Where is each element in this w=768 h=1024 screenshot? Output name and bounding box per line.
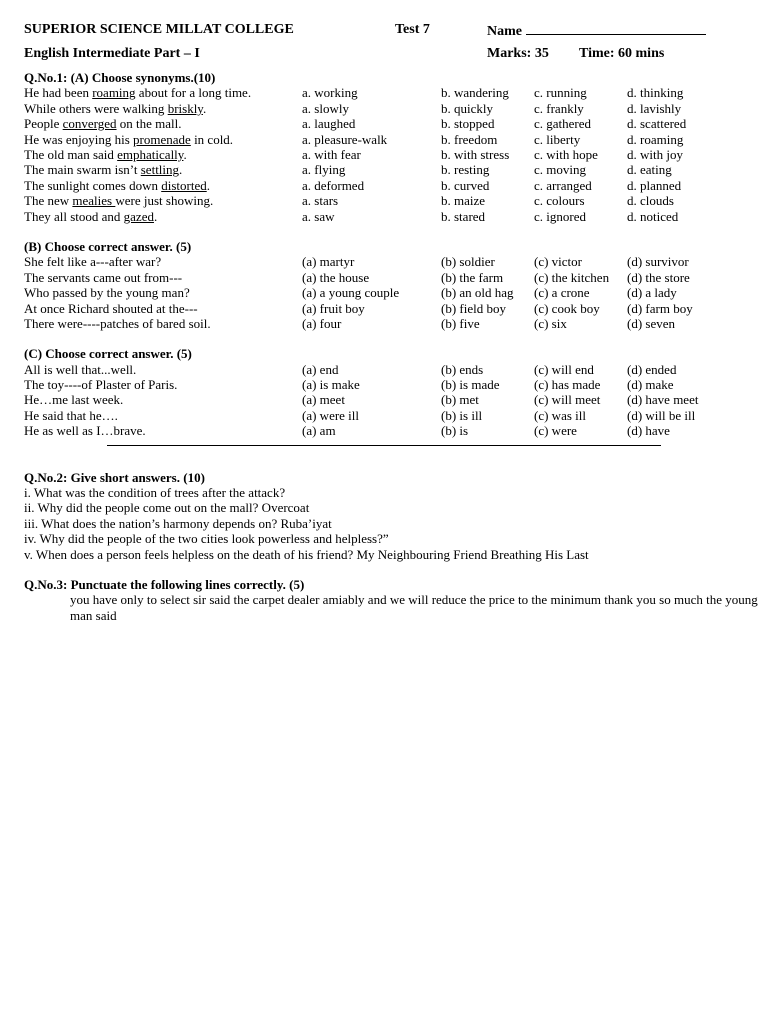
sentence-end: were just showing. — [115, 193, 214, 209]
option-a: a. stars — [302, 193, 339, 209]
q1c-item — [24, 362, 754, 377]
q1c-item — [24, 408, 754, 423]
q1-item — [24, 85, 754, 100]
option-d: (d) make — [627, 377, 674, 393]
question-text: All is well that...well. — [24, 361, 137, 377]
target-word: distorted — [161, 177, 207, 193]
option-a: a. with fear — [302, 146, 361, 162]
short-question: iv. Why did the people of the two cities look powerless and helpless?” — [24, 531, 389, 547]
question-sentence — [24, 209, 157, 224]
q1-title: Q.No.1: (A) Choose synonyms.(10) — [24, 70, 216, 85]
question-text: The toy----of Plaster of Paris. — [24, 377, 178, 393]
q1-item — [24, 178, 754, 193]
short-question: v. When does a person feels helpless on the death of his friend? My Neighbouring Friend Breathing His Last — [24, 546, 589, 562]
question-text: She felt like a---after war? — [24, 254, 162, 270]
question-text: He as well as I…brave. — [24, 423, 146, 439]
option-d: d. eating — [627, 162, 672, 178]
subject-title: English Intermediate Part – I — [24, 46, 200, 61]
option-c: (c) has made — [534, 377, 601, 393]
q1-item — [24, 132, 754, 147]
sentence-end: . — [179, 162, 183, 178]
option-c: c. colours — [534, 193, 585, 209]
target-word: converged — [62, 116, 117, 132]
sentence-start: People — [24, 116, 63, 132]
option-a: (a) fruit boy — [302, 300, 365, 316]
option-b: b. stared — [441, 208, 486, 224]
target-word: promenade — [133, 131, 191, 147]
option-a: (a) were ill — [302, 407, 360, 423]
question-sentence — [24, 147, 187, 162]
option-c: c. frankly — [534, 100, 584, 116]
option-b: b. wandering — [441, 85, 509, 101]
q1-item — [24, 116, 754, 131]
option-b: (b) is made — [441, 377, 500, 393]
option-a: a. pleasure-walk — [302, 131, 388, 147]
target-word: emphatically — [117, 146, 184, 162]
q1b-item — [24, 270, 754, 285]
option-b: b. with stress — [441, 146, 510, 162]
q2-question-list — [24, 485, 754, 562]
sentence-end: . — [202, 100, 207, 116]
spacer — [24, 331, 754, 346]
sentence-start: They all stood and — [24, 208, 124, 224]
short-question: ii. Why did the people come out on the mall? Overcoat — [24, 500, 310, 516]
option-c: c. gathered — [534, 116, 592, 132]
q1b-item — [24, 285, 754, 300]
option-c: (c) will end — [534, 361, 594, 377]
sentence-end: in cold. — [190, 131, 234, 147]
time-label: Time: 60 mins — [579, 46, 665, 61]
q1b-title: (B) Choose correct answer. (5) — [24, 238, 192, 254]
sentence-end: . — [153, 208, 158, 224]
option-c: (c) victor — [534, 254, 583, 270]
q2-title: Q.No.2: Give short answers. (10) — [24, 469, 205, 485]
option-c: c. arranged — [534, 177, 592, 193]
q1c-item — [24, 423, 754, 438]
question-sentence — [24, 132, 233, 147]
option-b: b. curved — [441, 177, 490, 193]
q3-passage: you have only to select sir said the carpet dealer amiably and we will reduce the price to the minimum thank you so much the young man said — [70, 592, 758, 623]
option-c: c. moving — [534, 162, 586, 178]
option-a: a. laughed — [302, 116, 356, 132]
option-b: b. freedom — [441, 131, 498, 147]
option-c: c. ignored — [534, 208, 586, 224]
option-d: d. thinking — [627, 85, 684, 101]
q1-item — [24, 162, 754, 177]
question-sentence — [24, 116, 182, 131]
option-c: (c) the kitchen — [534, 269, 610, 285]
sentence-end: . — [183, 146, 187, 162]
target-word: roaming — [92, 85, 136, 101]
option-c: (c) six — [534, 315, 567, 331]
q1c-item — [24, 377, 754, 392]
sentence-start: The sunlight comes down — [24, 177, 162, 193]
option-d: (d) seven — [627, 315, 676, 331]
option-c: c. liberty — [534, 131, 581, 147]
q1b-answer-list — [24, 254, 754, 331]
short-question: i. What was the condition of trees after the attack? — [24, 485, 286, 501]
option-a: (a) is make — [302, 377, 360, 393]
option-c: (c) was ill — [534, 407, 586, 423]
question-text: The servants came out from--- — [24, 269, 183, 285]
section-divider — [107, 439, 661, 446]
q1c-title: (C) Choose correct answer. (5) — [24, 346, 192, 362]
target-word: settling — [140, 162, 180, 178]
header-row-2 — [24, 46, 754, 70]
option-b: b. maize — [441, 193, 486, 209]
option-d: (d) will be ill — [627, 407, 696, 423]
option-b: (b) is — [441, 423, 469, 439]
q1-item — [24, 193, 754, 208]
option-c: c. with hope — [534, 146, 598, 162]
q1-item — [24, 209, 754, 224]
marks-label: Marks: 35 — [487, 46, 549, 61]
option-c: (c) cook boy — [534, 300, 600, 316]
spacer — [24, 446, 754, 470]
option-b: (b) soldier — [441, 254, 495, 270]
option-d: d. with joy — [627, 146, 683, 162]
option-c: (c) were — [534, 423, 577, 439]
option-d: (d) have meet — [627, 392, 699, 408]
option-c: (c) will meet — [534, 392, 601, 408]
spacer — [24, 224, 754, 239]
option-a: (a) end — [302, 361, 339, 377]
sentence-end: about for a long time. — [135, 85, 252, 101]
option-b: b. resting — [441, 162, 490, 178]
option-b: (b) the farm — [441, 269, 504, 285]
question-sentence — [24, 85, 251, 100]
name-field — [487, 22, 706, 39]
q1b-item — [24, 301, 754, 316]
option-c: c. running — [534, 85, 587, 101]
target-word: briskly — [167, 100, 203, 116]
q1-item — [24, 101, 754, 116]
option-c: (c) a crone — [534, 285, 590, 301]
option-a: (a) the house — [302, 269, 370, 285]
question-text: At once Richard shouted at the--- — [24, 300, 198, 316]
option-b: (b) ends — [441, 361, 484, 377]
name-label: Name — [487, 24, 522, 39]
option-d: (d) farm boy — [627, 300, 693, 316]
option-a: (a) four — [302, 315, 342, 331]
option-a: a. flying — [302, 162, 346, 178]
spacer — [24, 562, 754, 577]
option-a: (a) martyr — [302, 254, 355, 270]
option-d: d. noticed — [627, 208, 679, 224]
option-a: a. deformed — [302, 177, 365, 193]
option-d: (d) the store — [627, 269, 690, 285]
option-d: (d) a lady — [627, 285, 677, 301]
option-d: (d) have — [627, 423, 670, 439]
sentence-start: The main swarm isn’t — [24, 162, 141, 178]
sentence-start: The new — [24, 193, 73, 209]
question-sentence — [24, 178, 210, 193]
option-b: (b) is ill — [441, 407, 483, 423]
college-name: SUPERIOR SCIENCE MILLAT COLLEGE — [24, 22, 294, 37]
question-sentence — [24, 193, 213, 208]
option-d: d. scattered — [627, 116, 687, 132]
option-b: b. stopped — [441, 116, 495, 132]
target-word: gazed — [123, 208, 154, 224]
q1c-item — [24, 392, 754, 407]
option-a: a. working — [302, 85, 358, 101]
option-d: d. planned — [627, 177, 682, 193]
option-a: a. saw — [302, 208, 335, 224]
header-row-1 — [24, 22, 754, 46]
option-d: (d) survivor — [627, 254, 689, 270]
option-d: (d) ended — [627, 361, 677, 377]
sentence-end: . — [206, 177, 210, 193]
q1c-answer-list — [24, 362, 754, 439]
question-sentence — [24, 101, 206, 116]
option-a: (a) meet — [302, 392, 345, 408]
sentence-start: While others were walking — [24, 100, 168, 116]
question-text: He said that he…. — [24, 407, 118, 423]
option-b: b. quickly — [441, 100, 493, 116]
sentence-start: He was enjoying his — [24, 131, 134, 147]
option-d: d. clouds — [627, 193, 674, 209]
sentence-end: on the mall. — [116, 116, 182, 132]
question-text: There were----patches of bared soil. — [24, 315, 211, 331]
option-b: (b) five — [441, 315, 480, 331]
q3-title: Q.No.3: Punctuate the following lines correctly. (5) — [24, 577, 305, 593]
name-blank-line — [526, 22, 706, 35]
option-a: (a) a young couple — [302, 285, 400, 301]
option-a: (a) am — [302, 423, 336, 439]
q1b-item — [24, 254, 754, 269]
exam-paper — [24, 22, 758, 623]
question-text: Who passed by the young man? — [24, 285, 190, 301]
sentence-start: He had been — [24, 85, 93, 101]
option-b: (b) met — [441, 392, 479, 408]
question-sentence — [24, 162, 182, 177]
target-word: mealies — [72, 193, 116, 209]
q1-item — [24, 147, 754, 162]
question-text: He…me last week. — [24, 392, 124, 408]
q1b-item — [24, 316, 754, 331]
test-number: Test 7 — [395, 22, 430, 37]
option-b: (b) field boy — [441, 300, 506, 316]
sentence-start: The old man said — [24, 146, 118, 162]
option-d: d. roaming — [627, 131, 684, 147]
short-question: iii. What does the nation’s harmony depends on? Ruba’iyat — [24, 515, 332, 531]
option-b: (b) an old hag — [441, 285, 514, 301]
option-a: a. slowly — [302, 100, 349, 116]
q1-synonym-list — [24, 85, 754, 224]
option-d: d. lavishly — [627, 100, 682, 116]
